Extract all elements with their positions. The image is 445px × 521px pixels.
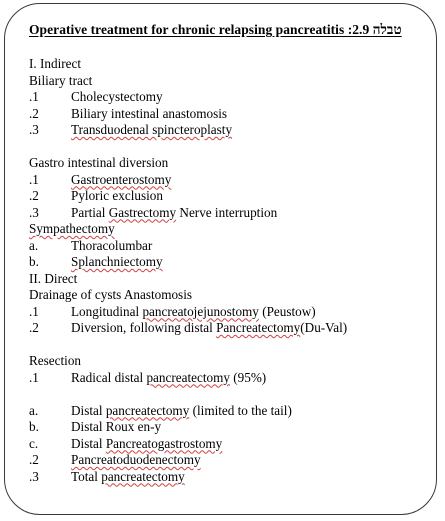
section-direct: II. Direct	[29, 270, 78, 286]
item-text: Partial Gastrectomy Nerve interruption	[71, 204, 278, 220]
list-item	[29, 238, 429, 255]
item-number: .2	[29, 320, 39, 335]
item-number: b.	[29, 419, 39, 434]
list-item	[29, 469, 429, 486]
item-number: a.	[29, 237, 39, 253]
list-item	[29, 89, 429, 106]
group-resection: Resection	[29, 353, 82, 368]
item-number: .2	[29, 188, 39, 203]
item-number: .2	[29, 105, 39, 121]
list-item	[29, 403, 429, 420]
item-number: .1	[29, 369, 39, 385]
item-number: .1	[29, 171, 39, 187]
list-item	[29, 106, 429, 123]
item-text: Diversion, following distal Pancreatectomy(Du-Val)	[71, 320, 348, 335]
item-number: .2	[29, 452, 39, 467]
item-text: Pyloric exclusion	[71, 188, 163, 203]
list-item	[29, 419, 429, 436]
list-item	[29, 320, 429, 337]
item-number: b.	[29, 254, 39, 269]
table-title: Operative treatment for chronic relapsing pancreatitis :2.9 טבלה	[29, 22, 402, 37]
item-text: Longitudinal pancreatojejunostomy (Peustow)	[71, 303, 316, 319]
item-number: .1	[29, 303, 39, 319]
item-text: Cholecystectomy	[71, 89, 163, 104]
item-number: .3	[29, 122, 39, 137]
item-text: Radical distal pancreatectomy (95%)	[71, 369, 267, 385]
item-text: Biliary intestinal anastomosis	[71, 105, 228, 121]
list-item	[29, 370, 429, 387]
item-text: Transduodenal spincteroplasty	[71, 122, 233, 137]
table-content	[29, 56, 429, 485]
item-number: .1	[29, 89, 39, 104]
item-number: .3	[29, 204, 39, 220]
item-number: .3	[29, 468, 39, 484]
item-number: a.	[29, 402, 39, 418]
list-item	[29, 254, 429, 271]
list-item	[29, 172, 429, 189]
list-item	[29, 122, 429, 139]
item-text: Thoracolumbar	[71, 237, 153, 253]
list-item	[29, 205, 429, 222]
group-drainage: Drainage of cysts Anastomosis	[29, 287, 192, 302]
group-biliary-tract: Biliary tract	[29, 72, 93, 88]
list-item	[29, 452, 429, 469]
item-text: Splanchniectomy	[71, 254, 163, 269]
item-text: Gastroenterostomy	[71, 171, 172, 187]
list-item	[29, 188, 429, 205]
group-gastro-intestinal-diversion: Gastro intestinal diversion	[29, 155, 169, 170]
list-item	[29, 304, 429, 321]
item-number: c.	[29, 435, 39, 451]
section-indirect: I. Indirect	[29, 56, 81, 71]
item-text: Total pancreatectomy	[71, 468, 185, 484]
item-text: Distal Roux en-y	[71, 419, 162, 434]
item-text: Pancreatoduodenectomy	[71, 452, 201, 467]
item-text: Distal pancreatectomy (limited to the tail)	[71, 402, 292, 418]
item-text: Distal Pancreatogastrostomy	[71, 435, 223, 451]
list-item	[29, 436, 429, 453]
group-sympathectomy: Sympathectomy	[29, 221, 115, 236]
